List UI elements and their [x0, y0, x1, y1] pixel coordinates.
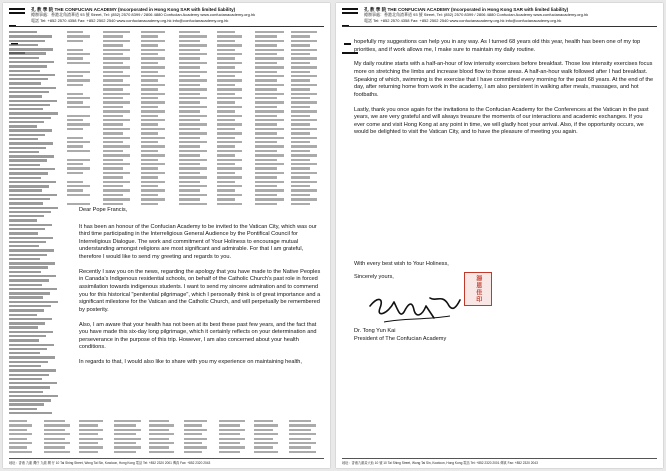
- footer-directory: [9, 420, 324, 458]
- paragraph: My daily routine starts with a half-an-hour of low intensity exercises before breakfast. Those low intensity exercises focus more on stretching the limbs and increase blood flow to those areas. A half-an-hour walk followed after I had breakfast. Speaking of which, swimming is the exercise that I have committed every morning for the past 68 years. At the end of the day, after returning home from work in the academy, I am also persistent in walking after meals, massages, and hot footbaths.: [354, 61, 654, 98]
- footer-directory-entry: [289, 438, 311, 440]
- letter-body-page-2: [354, 39, 654, 144]
- directory-line: [9, 322, 45, 324]
- directory-line: [9, 219, 37, 221]
- footer-directory-entry: [184, 433, 202, 435]
- directory-line: [9, 318, 52, 320]
- directory-line: [9, 232, 38, 234]
- directory-line: [9, 52, 46, 54]
- directory-line: [9, 117, 51, 119]
- directory-line: [9, 245, 39, 247]
- directory-line: [9, 159, 47, 161]
- directory-column: [9, 31, 59, 421]
- footer-directory-entry: [79, 433, 98, 435]
- footer-directory-entry: [289, 442, 316, 444]
- footer-directory-entry: [184, 429, 207, 431]
- directory-line: [9, 215, 44, 217]
- footer-directory-entry: [114, 442, 136, 444]
- footer-directory-entry: [79, 429, 103, 431]
- signature-block: [354, 261, 654, 343]
- directory-line: [9, 271, 41, 273]
- footer-directory-entry: [114, 433, 136, 435]
- footer-directory-entry: [79, 451, 98, 453]
- directory-line: [9, 395, 58, 397]
- footer-directory-entry: [219, 451, 240, 453]
- directory-line: [9, 237, 53, 239]
- letterhead-address: 總辦事處：香港北角渣華道 93 號 Street, Tel: (852) 2570 8399 / 2806 4880 Confucian Academy www.confucianacademy.org.hk: [364, 12, 589, 18]
- footer-directory-entry: [254, 442, 278, 444]
- directory-line: [9, 82, 41, 84]
- footer-directory-entry: [149, 442, 174, 444]
- footer-directory-entry: [79, 442, 98, 444]
- directory-line: [9, 164, 40, 166]
- directory-line: [9, 344, 54, 346]
- footer-directory-entry: [9, 451, 32, 453]
- directory-line: [9, 361, 48, 363]
- directory-line: [9, 266, 48, 268]
- footer-directory-entry: [149, 451, 174, 453]
- footer-directory-entry: [9, 420, 27, 422]
- footer-directory-entry: [219, 424, 240, 426]
- footer-directory-entry: [254, 433, 278, 435]
- footer-directory-entry: [114, 424, 136, 426]
- directory-line: [9, 104, 50, 106]
- footer-directory-entry: [149, 446, 169, 448]
- footer-directory-entry: [149, 433, 174, 435]
- paragraph: hopefully my suggestions can help you in any way. As I turned 68 years old this year, health has been one of my top priorities, and if work allows me, I make sure to maintain my daily routine.: [354, 39, 641, 53]
- directory-line: [9, 408, 37, 410]
- paragraph: It has been an honour of the Confucian Academy to be invited to the Vatican City, which was our third time participating in the Interreligious General Audience by the Pontifical Council for Interreligious Dialogue. The work and commitment of Your Holiness to encourage mutual understanding amongst religions are most significant and admirable. For that I am grateful, therefore I would like to send my greeting and regards to you.: [79, 223, 317, 260]
- footer-directory-entry: [184, 451, 202, 453]
- paragraph: Lastly, thank you once again for the invitations to the Confucian Academy for the Conferences at the Vatican in the past years, we are very grateful and will always treasure the moments of our interactions and academic exchanges. If you ever come and visit Hong Kong at any point in time, we will gladly host your arrival. Also, if the opportunity occurs, we would be delighted to visit the Vatican City, and to have the pleasure of meeting you again.: [354, 106, 649, 136]
- footer-directory-entry: [9, 424, 32, 426]
- paragraph: Also, I am aware that your health has not been at its best these past few years, and the fact that you have made this six-day long pilgrimage, which it certainly reflects on your determination and perseverance in the purpose of this trip. However, I am also concerned about your health conditions.: [79, 321, 317, 351]
- footer-directory-entry: [44, 442, 70, 444]
- directory-line: [9, 292, 50, 294]
- directory-line: [9, 412, 52, 414]
- directory-line: [9, 194, 57, 196]
- directory-line: [9, 138, 38, 140]
- directory-line: [9, 331, 53, 333]
- footer-directory-entry: [289, 420, 311, 422]
- valediction: Sincerely yours,: [354, 273, 394, 280]
- footer-directory-entry: [184, 424, 202, 426]
- footer-directory-entry: [149, 429, 169, 431]
- footer-directory-entry: [149, 438, 169, 440]
- footer-directory-entry: [9, 442, 32, 444]
- footer-directory-entry: [114, 451, 136, 453]
- directory-line: [9, 65, 47, 67]
- directory-line: [9, 391, 43, 393]
- directory-line: [9, 249, 54, 251]
- letter-page-2: [336, 3, 663, 468]
- directory-line: [9, 211, 51, 213]
- directory-line: [9, 31, 37, 33]
- footer-directory-entry: [254, 438, 273, 440]
- directory-line: [9, 348, 47, 350]
- directory-line: [9, 228, 45, 230]
- directory-line: [9, 339, 39, 341]
- letterhead-contact: 電話 Tel: +852 2570 4358 Fax: +852 2502 2540 www.confucianacademy.org.hk info@confucianacademy.org.hk: [364, 17, 562, 23]
- red-seal-stamp: 湯恩佳印: [464, 272, 492, 306]
- footer-directory-entry: [44, 429, 65, 431]
- directory-line: [9, 262, 55, 264]
- directory-line: [9, 57, 39, 59]
- footer-directory-entry: [79, 438, 103, 440]
- letterhead-address: 總辦事處：香港北角渣華道 93 號 Street, Tel: (852) 2570 8399 / 2806 4880 Confucian Academy www.confucianacademy.org.hk: [31, 12, 256, 18]
- directory-line: [9, 125, 37, 127]
- footer-directory-entry: [44, 446, 65, 448]
- directory-line: [9, 301, 58, 303]
- directory-line: [9, 305, 51, 307]
- footer-directory-entry: [289, 433, 316, 435]
- directory-line: [9, 378, 42, 380]
- salutation: Dear Pope Francis,: [79, 207, 128, 213]
- footer-directory-entry: [184, 446, 207, 448]
- directory-line: [9, 356, 55, 358]
- footer-directory-entry: [219, 429, 245, 431]
- footer-directory-entry: [149, 420, 169, 422]
- directory-line: [9, 108, 43, 110]
- directory-line: [9, 241, 46, 243]
- letterhead-rule: [9, 26, 324, 27]
- letter-body-page-1: [79, 207, 322, 374]
- directory-line: [9, 403, 44, 405]
- directory-line: [9, 134, 45, 136]
- directory-line: [9, 44, 38, 46]
- directory-line: [9, 70, 40, 72]
- directory-line: [9, 95, 42, 97]
- directory-line: [9, 100, 57, 102]
- footer-directory-entry: [9, 429, 27, 431]
- directory-line: [9, 365, 41, 367]
- footer-directory-entry: [254, 429, 273, 431]
- footer-directory-entry: [149, 424, 174, 426]
- directory-line: [9, 202, 43, 204]
- directory-line: [9, 258, 40, 260]
- directory-line: [9, 142, 53, 144]
- footer-directory-entry: [254, 424, 278, 426]
- directory-line: [9, 185, 49, 187]
- footer-directory-entry: [289, 424, 316, 426]
- footer-directory-entry: [9, 438, 27, 440]
- footer-directory-entry: [219, 442, 240, 444]
- footer-directory-entry: [79, 446, 103, 448]
- directory-line: [9, 309, 44, 311]
- letterhead: [342, 7, 657, 25]
- academy-logo-icon: [9, 8, 25, 22]
- footer-directory-entry: [9, 433, 32, 435]
- directory-line: [9, 335, 46, 337]
- letter-page-1: [3, 3, 330, 468]
- footer-directory-entry: [289, 446, 311, 448]
- directory-line: [9, 275, 56, 277]
- footer-directory-entry: [254, 420, 273, 422]
- directory-line: [9, 87, 56, 89]
- footer-directory-entry: [44, 424, 70, 426]
- directory-line: [9, 288, 57, 290]
- footer-directory-entry: [184, 442, 202, 444]
- footer-directory-entry: [114, 420, 141, 422]
- footer-directory-entry: [219, 446, 245, 448]
- directory-line: [9, 91, 49, 93]
- directory-line: [9, 168, 55, 170]
- letterhead-org: 孔 教 學 院 THE CONFUCIAN ACADEMY (Incorporated in Hong Kong SAR with limited liability): [364, 7, 569, 12]
- directory-line: [9, 314, 37, 316]
- directory-line: [9, 172, 48, 174]
- directory-line: [9, 386, 50, 388]
- directory-line: [9, 326, 38, 328]
- directory-line: [9, 40, 45, 42]
- footer-directory-entry: [79, 424, 98, 426]
- footer-directory-entry: [219, 433, 240, 435]
- directory-line: [9, 374, 49, 376]
- footer-directory-entry: [114, 429, 141, 431]
- footer-directory-entry: [114, 438, 141, 440]
- signer-name: Dr. Tong Yun Kai: [354, 328, 396, 335]
- footer-directory-entry: [114, 446, 141, 448]
- directory-line: [9, 254, 47, 256]
- directory-line: [9, 74, 55, 76]
- directory-line: [9, 284, 42, 286]
- directory-grid: [67, 31, 327, 211]
- handwritten-signature-icon: [364, 288, 464, 328]
- closing: With every best wish to Your Holiness,: [354, 261, 449, 267]
- letterhead-contact: 電話 Tel: +852 2570 4358 Fax: +852 2502 2540 www.confucianacademy.org.hk info@confucianacademy.org.hk: [31, 17, 229, 23]
- footer-directory-entry: [79, 420, 103, 422]
- footer-directory-entry: [44, 451, 70, 453]
- footer-directory-entry: [44, 433, 70, 435]
- directory-line: [9, 279, 49, 281]
- footer: 地址：香港九龍黃大仙 10 號 10 Tai Shing Street, Wong Tai Sin, Kowloon, Hong Kong 電話 Tel: +852 2320 2001 傳真 Fax: +852 2320 2043: [342, 458, 657, 465]
- paragraph: In regards to that, I would also like to share with you my experience on maintaining health,: [79, 359, 302, 366]
- directory-line: [9, 112, 58, 114]
- directory-line: [9, 207, 58, 209]
- signer-title: President of The Confucian Academy: [354, 335, 447, 342]
- directory-line: [9, 78, 48, 80]
- footer-directory-entry: [289, 451, 316, 453]
- directory-line: [9, 177, 41, 179]
- directory-line: [9, 296, 43, 298]
- directory-line: [9, 382, 57, 384]
- footer-directory-entry: [219, 438, 245, 440]
- directory-line: [9, 129, 52, 131]
- directory-line: [9, 399, 51, 401]
- footer-directory-entry: [44, 438, 65, 440]
- directory-line: [9, 369, 56, 371]
- footer-directory-entry: [184, 438, 207, 440]
- footer: 地址：香港 九龍 灣仔 九龍 灣 仔 10 Tai Shing Street, Wong Tai Sin, Kowloon, Hong Kong 電話 Tel: +852 2320 2001 傳真 Fax: +852 2320 2043: [9, 458, 324, 465]
- footer-directory-entry: [254, 451, 278, 453]
- directory-line: [9, 155, 54, 157]
- footer-directory-entry: [289, 429, 311, 431]
- footer-directory-entry: [44, 420, 65, 422]
- academy-logo-icon: [342, 8, 358, 22]
- letterhead-org: 孔 教 學 院 THE CONFUCIAN ACADEMY (Incorporated in Hong Kong SAR with limited liability): [31, 7, 236, 12]
- directory-line: [9, 224, 52, 226]
- footer-directory-entry: [254, 446, 273, 448]
- letterhead-rule: [342, 26, 657, 27]
- directory-line: [9, 198, 50, 200]
- paragraph: Recently I saw you on the news, regarding the apology that you have made to the Native Peoples in Canada's Indigenous residential schools, on behalf of the Catholic Church's past role in forced assimilation towards indigenous students. I want to send my sincere admiration and to commend you for this historical "penitential pilgrimage", which I personally think is of great importance and a significant milestone for the Vatican and the Catholic Church, and will perpetually be remembered by posterity.: [79, 268, 321, 313]
- directory-line: [9, 181, 56, 183]
- directory-line: [9, 352, 40, 354]
- directory-line: [9, 147, 46, 149]
- directory-line: [9, 151, 39, 153]
- footer-directory-entry: [184, 420, 207, 422]
- directory-line: [9, 48, 53, 50]
- footer-directory-entry: [219, 420, 245, 422]
- directory-line: [9, 189, 42, 191]
- footer-directory-entry: [9, 446, 27, 448]
- directory-line: [9, 121, 44, 123]
- letterhead: [9, 7, 324, 25]
- directory-line: [9, 61, 54, 63]
- directory-line: [9, 35, 52, 37]
